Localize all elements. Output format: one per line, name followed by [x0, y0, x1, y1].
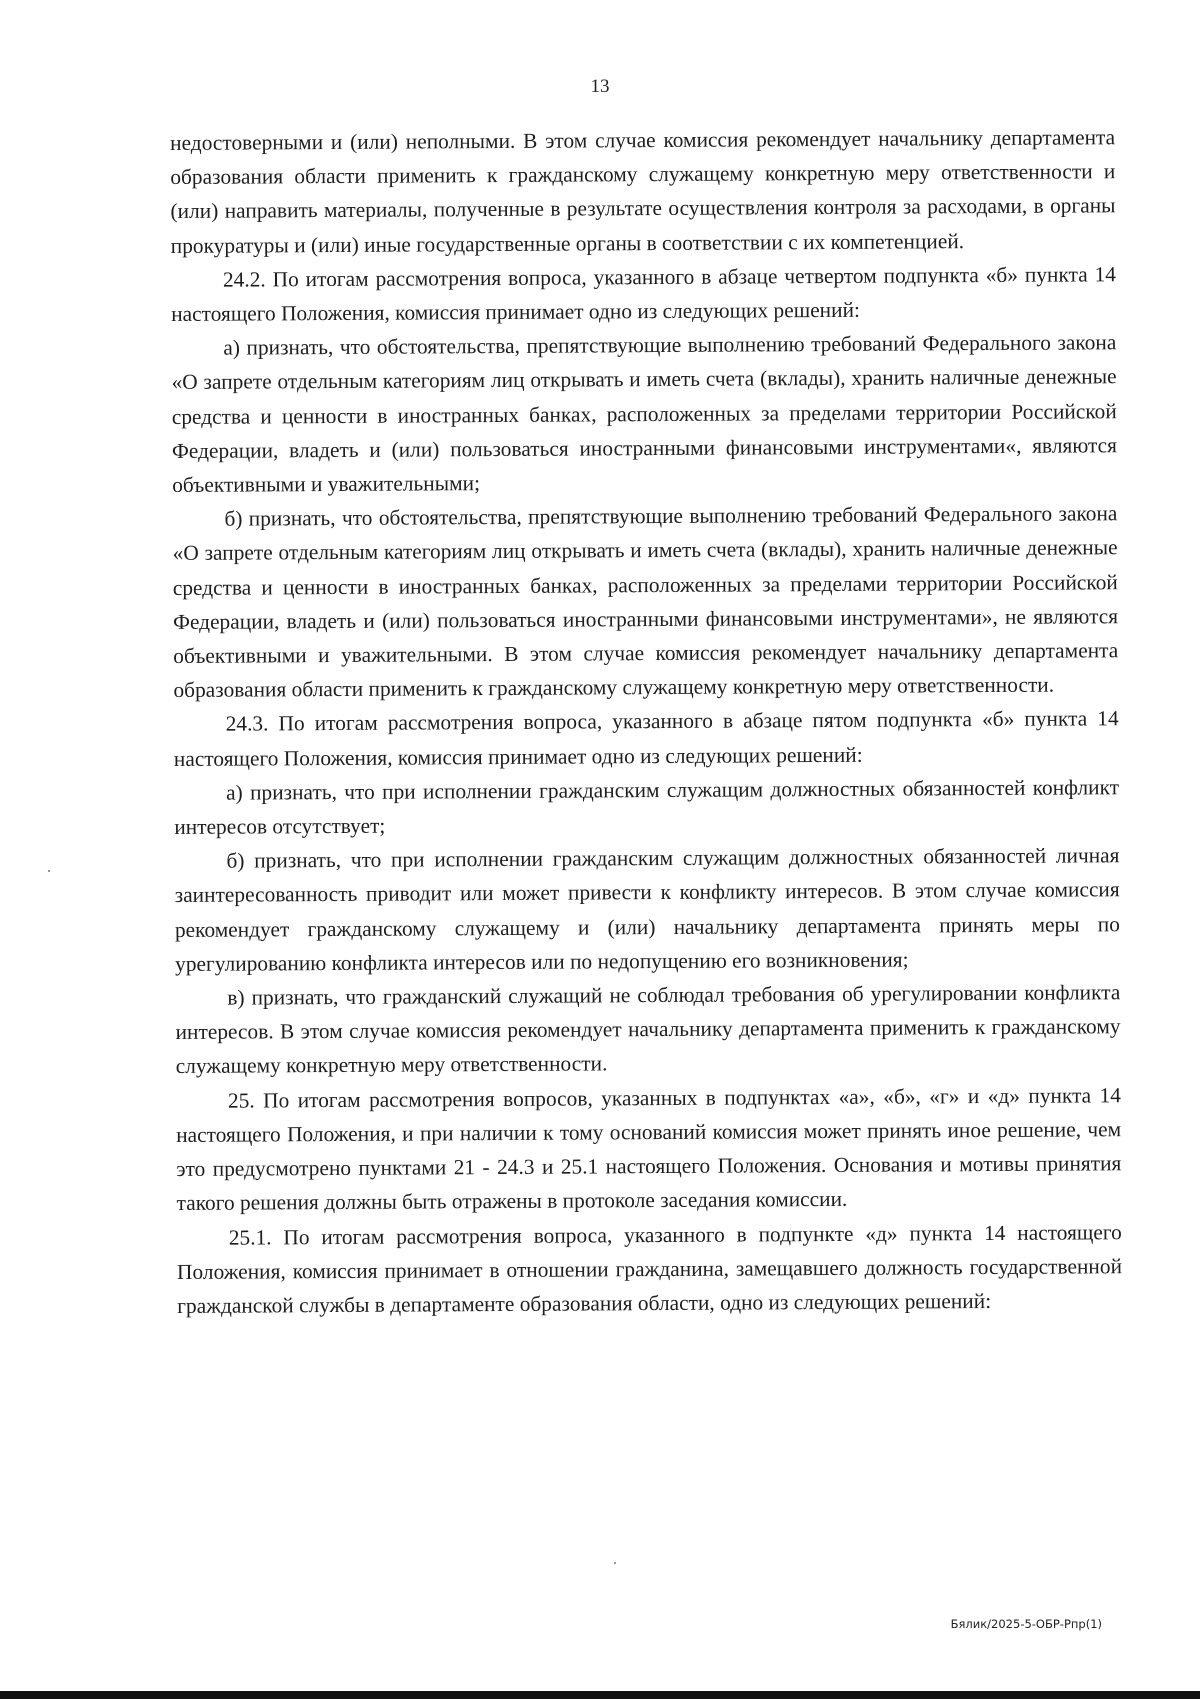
paragraph-continuation: недостоверными и (или) неполными. В этом случае комиссия рекомендует начальнику департамента образования области применить к гражданскому служащему конкретную меру ответственности и (или) направить материалы, полученные в результате осуществления контроля за расходами, в органы прокуратуры и (или) иные государственные органы в соответствии с их компетенцией. [170, 125, 1116, 258]
scan-bottom-edge [0, 1691, 1200, 1699]
document-body [170, 120, 1122, 1323]
paragraph-25: 25. По итогам рассмотрения вопросов, указанных в подпунктах «а», «б», «г» и «д» пункта 14 настоящего Положения, и при наличии к тому оснований комиссия может принять иное решение, чем это предусмотрено пунктами 21 - 24.3 и 25.1 настоящего Положения. Основания и мотивы принятия такого решения должны быть отражены в протоколе заседания комиссии. [176, 1082, 1122, 1216]
paragraph-24-3-b: б) признать, что при исполнении гражданским служащим должностных обязанностей личная заинтересованность приводит или может привести к конфликту интересов. В этом случае комиссия рекомендует гражданскому служащему и (или) начальнику департамента принять меры по урегулированию конфликта интересов или по недопущению его возникновения; [174, 843, 1120, 976]
paragraph-25-1: 25.1. По итогам рассмотрения вопроса, указанного в подпункте «д» пункта 14 настоящего Положения, комиссия принимает в отношении гражданина, замещавшего должность государственной гражданской службы в департаменте образования области, одно из следующих решений: [176, 1219, 1123, 1318]
paragraph-24-2: 24.2. По итогам рассмотрения вопроса, указанного в абзаце четвертом подпункта «б» пункта 14 настоящего Положения, комиссия принимает одно из следующих решений: [171, 262, 1116, 327]
paragraph-24-2-a: а) признать, что обстоятельства, препятствующие выполнению требований Федерального закона «О запрете отдельным категориям лиц открывать и иметь счета (вклады), хранить наличные денежные средства и ценности в иностранных банках, расположенных за пределами территории Российской Федерации, владеть и (или) пользоваться иностранными финансовыми инструментами«, являются объективными и уважительными; [171, 330, 1118, 498]
document-registration-code: Бялик/2025-5-ОБР-Рпр(1) [950, 1617, 1102, 1631]
paragraph-24-3-v: в) признать, что гражданский служащий не соблюдал требования об урегулировании конфликта интересов. В этом случае комиссия рекомендует начальнику департамента применить к гражданскому служащему конкретную меру ответственности. [175, 980, 1121, 1079]
page-number: 13 [590, 76, 610, 97]
paragraph-24-2-b: б) признать, что обстоятельства, препятствующие выполнению требований Федерального закона «О запрете отдельным категориям лиц открывать и иметь счета (вклады), хранить наличные денежные средства и ценности в иностранных банках, расположенных за пределами территории Российской Федерации, владеть и (или) пользоваться иностранными финансовыми инструментами», не являются объективными и уважительными. В этом случае комиссия рекомендует начальнику департамента образования области применить к гражданскому служащему конкретную меру ответственности. [172, 501, 1119, 703]
scan-speck [614, 1562, 616, 1564]
paragraph-24-3-a: а) признать, что при исполнении гражданским служащим должностных обязанностей конфликт интересов отсутствует; [174, 775, 1120, 840]
scan-speck [48, 870, 50, 872]
paragraph-24-3: 24.3. По итогам рассмотрения вопроса, указанного в абзаце пятом подпункта «б» пункта 14 настоящего Положения, комиссия принимает одно из следующих решений: [173, 706, 1119, 771]
